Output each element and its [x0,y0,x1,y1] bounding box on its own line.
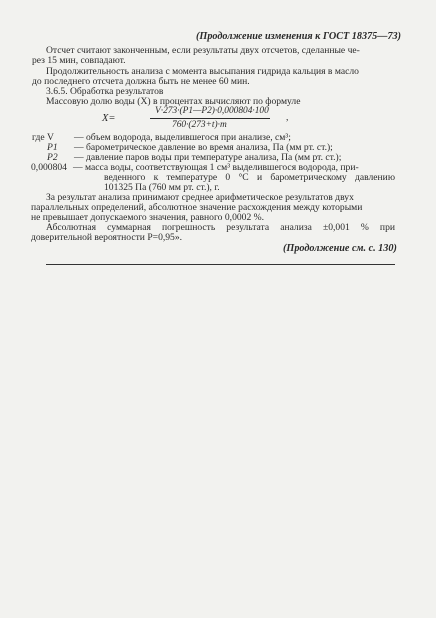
legend-text-v: — объем водорода, выделившегося при анализе, см³; [74,132,291,143]
legend-symbol-p1: P1 [47,142,58,153]
formula-denominator: 760·(273+t)·m [172,120,227,130]
para1-line1: Отсчет считают законченным, если результаты двух отсчетов, сделанные че- [46,45,360,56]
legend-text-p2: — давление паров воды при температуре анализа, Па (мм рт. ст.); [74,152,342,163]
para4-line1: Абсолютная суммарная погрешность результата анализа ±0,001 % при [46,222,395,233]
legend-symbol-mass: 0,000804 [31,162,67,173]
formula-tail: , [286,112,289,123]
legend-text-p1: — барометрическое давление во время анализа, Па (мм рт. ст.); [74,142,333,153]
formula-lhs: X= [102,113,116,124]
bottom-rule [46,264,395,265]
continuation-note: (Продолжение см. с. 130) [283,243,397,254]
formula-intro: Массовую долю воды (X) в процентах вычисляют по формуле [46,96,301,107]
legend-cont-line2: 101325 Па (760 мм рт. ст.), г. [104,182,220,193]
para2-line2: до последнего отсчета должна быть не менее 60 мин. [32,76,250,87]
legend-cont-line1: веденного к температуре 0 °С и барометрическому давлению [104,172,395,183]
formula-numerator: V·273·(P1—P2)·0,000804·100 [155,106,269,116]
legend-symbol-p2: P2 [47,152,58,163]
para3-line1: За результат анализа принимают среднее арифметическое результатов двух [46,192,354,203]
page-header: (Продолжение изменения к ГОСТ 18375—73) [196,31,402,42]
section-heading: 3.6.5. Обработка результатов [46,86,164,97]
para3-line3: не превышает допускаемого значения, равного 0,0002 %. [31,212,265,223]
fraction-bar [150,118,270,119]
para3-line2: параллельных определений, абсолютное значение расхождения между которыми [31,202,363,213]
legend-symbol-v: где V [32,132,54,143]
para4-line2: доверительной вероятности P=0,95». [31,232,183,243]
para1-line2: рез 15 мин, совпадают. [32,55,126,66]
para2-line1: Продолжительность анализа с момента высыпания гидрида кальция в масло [46,66,359,77]
legend-text-mass: — масса воды, соответствующая 1 см³ выделившегося водорода, при- [73,162,359,173]
